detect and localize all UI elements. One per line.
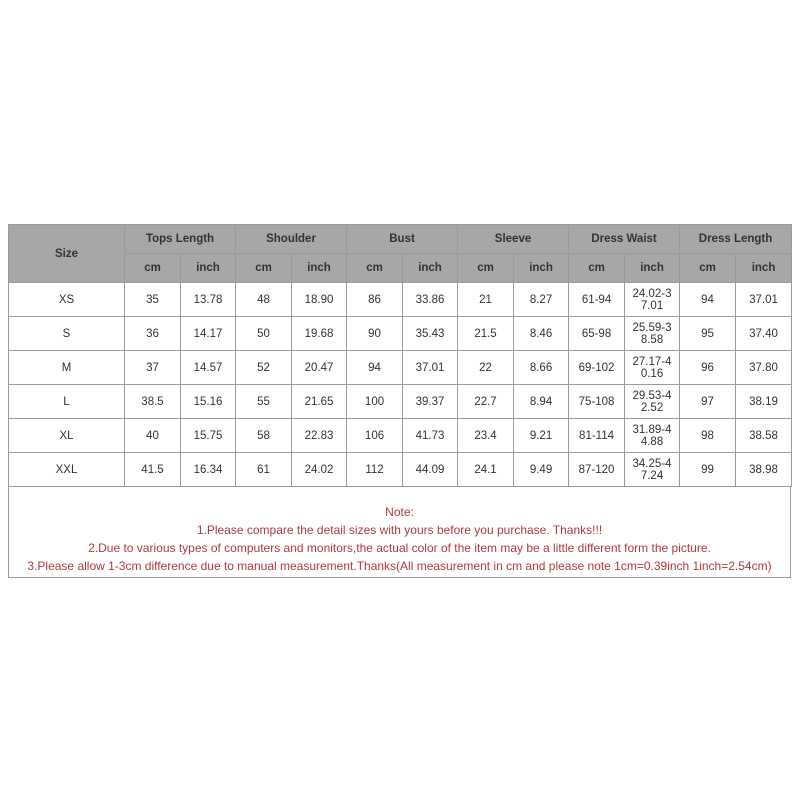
unit-header-cm: cm	[347, 254, 403, 283]
value-cell: 21.65	[292, 385, 347, 419]
size-cell: S	[9, 317, 125, 351]
unit-header-inch: inch	[514, 254, 569, 283]
value-cell: 15.16	[181, 385, 236, 419]
value-cell: 16.34	[181, 453, 236, 487]
size-cell: XL	[9, 419, 125, 453]
value-cell: 37.01	[736, 283, 792, 317]
unit-header-cm: cm	[458, 254, 514, 283]
group-header-dress-length: Dress Length	[680, 225, 792, 254]
value-cell: 55	[236, 385, 292, 419]
value-cell: 94	[680, 283, 736, 317]
value-cell: 29.53-42.52	[625, 385, 680, 419]
unit-header-inch: inch	[403, 254, 458, 283]
value-cell: 9.21	[514, 419, 569, 453]
unit-header-inch: inch	[736, 254, 792, 283]
unit-header-cm: cm	[236, 254, 292, 283]
value-cell: 8.27	[514, 283, 569, 317]
value-cell: 94	[347, 351, 403, 385]
table-row	[9, 351, 792, 385]
value-cell: 106	[347, 419, 403, 453]
value-cell: 15.75	[181, 419, 236, 453]
value-cell: 13.78	[181, 283, 236, 317]
group-header-dress-waist: Dress Waist	[569, 225, 680, 254]
size-table-body	[9, 283, 792, 487]
value-cell: 61-94	[569, 283, 625, 317]
value-cell: 22.7	[458, 385, 514, 419]
group-header-bust: Bust	[347, 225, 458, 254]
value-cell: 8.66	[514, 351, 569, 385]
value-cell: 22	[458, 351, 514, 385]
note-line-3: 3.Please allow 1-3cm difference due to manual measurement.Thanks(All measurement in cm and please note 1cm=0.39inch 1inch=2.54cm)	[27, 559, 772, 573]
size-cell: L	[9, 385, 125, 419]
value-cell: 38.5	[125, 385, 181, 419]
value-cell: 81-114	[569, 419, 625, 453]
value-cell: 24.02-37.01	[625, 283, 680, 317]
value-cell: 69-102	[569, 351, 625, 385]
value-cell: 95	[680, 317, 736, 351]
size-header: Size	[9, 225, 125, 283]
notes-box	[8, 487, 791, 578]
value-cell: 8.94	[514, 385, 569, 419]
note-line-1: 1.Please compare the detail sizes with yours before you purchase. Thanks!!!	[196, 523, 603, 537]
value-cell: 35	[125, 283, 181, 317]
unit-header-inch: inch	[181, 254, 236, 283]
value-cell: 87-120	[569, 453, 625, 487]
value-cell: 37	[125, 351, 181, 385]
value-cell: 65-98	[569, 317, 625, 351]
group-header-tops-length: Tops Length	[125, 225, 236, 254]
unit-header-inch: inch	[292, 254, 347, 283]
value-cell: 9.49	[514, 453, 569, 487]
group-header-shoulder: Shoulder	[236, 225, 347, 254]
value-cell: 40	[125, 419, 181, 453]
size-cell: XS	[9, 283, 125, 317]
value-cell: 8.46	[514, 317, 569, 351]
value-cell: 86	[347, 283, 403, 317]
value-cell: 39.37	[403, 385, 458, 419]
note-title: Note:	[385, 505, 414, 519]
value-cell: 38.58	[736, 419, 792, 453]
value-cell: 21	[458, 283, 514, 317]
value-cell: 48	[236, 283, 292, 317]
value-cell: 52	[236, 351, 292, 385]
value-cell: 100	[347, 385, 403, 419]
value-cell: 20.47	[292, 351, 347, 385]
value-cell: 98	[680, 419, 736, 453]
value-cell: 34.25-47.24	[625, 453, 680, 487]
table-row	[9, 419, 792, 453]
value-cell: 50	[236, 317, 292, 351]
unit-header-cm: cm	[680, 254, 736, 283]
value-cell: 41.73	[403, 419, 458, 453]
value-cell: 25.59-38.58	[625, 317, 680, 351]
unit-header-cm: cm	[569, 254, 625, 283]
unit-header-cm: cm	[125, 254, 181, 283]
value-cell: 24.02	[292, 453, 347, 487]
value-cell: 38.19	[736, 385, 792, 419]
value-cell: 18.90	[292, 283, 347, 317]
table-row	[9, 283, 792, 317]
value-cell: 96	[680, 351, 736, 385]
size-cell: M	[9, 351, 125, 385]
value-cell: 24.1	[458, 453, 514, 487]
value-cell: 21.5	[458, 317, 514, 351]
value-cell: 90	[347, 317, 403, 351]
value-cell: 33.86	[403, 283, 458, 317]
value-cell: 31.89-44.88	[625, 419, 680, 453]
value-cell: 58	[236, 419, 292, 453]
value-cell: 44.09	[403, 453, 458, 487]
table-row	[9, 453, 792, 487]
value-cell: 22.83	[292, 419, 347, 453]
table-row	[9, 385, 792, 419]
value-cell: 37.01	[403, 351, 458, 385]
size-table	[8, 224, 792, 487]
group-header-sleeve: Sleeve	[458, 225, 569, 254]
size-cell: XXL	[9, 453, 125, 487]
size-chart	[8, 224, 791, 578]
value-cell: 27.17-40.16	[625, 351, 680, 385]
value-cell: 35.43	[403, 317, 458, 351]
unit-header-inch: inch	[625, 254, 680, 283]
value-cell: 14.57	[181, 351, 236, 385]
value-cell: 97	[680, 385, 736, 419]
unit-row	[9, 254, 792, 283]
value-cell: 61	[236, 453, 292, 487]
value-cell: 99	[680, 453, 736, 487]
value-cell: 41.5	[125, 453, 181, 487]
value-cell: 14.17	[181, 317, 236, 351]
value-cell: 112	[347, 453, 403, 487]
value-cell: 36	[125, 317, 181, 351]
value-cell: 37.40	[736, 317, 792, 351]
value-cell: 19.68	[292, 317, 347, 351]
note-line-2: 2.Due to various types of computers and monitors,the actual color of the item may be a little different form the picture.	[88, 541, 711, 555]
value-cell: 75-108	[569, 385, 625, 419]
table-row	[9, 317, 792, 351]
value-cell: 37.80	[736, 351, 792, 385]
value-cell: 38.98	[736, 453, 792, 487]
value-cell: 23.4	[458, 419, 514, 453]
